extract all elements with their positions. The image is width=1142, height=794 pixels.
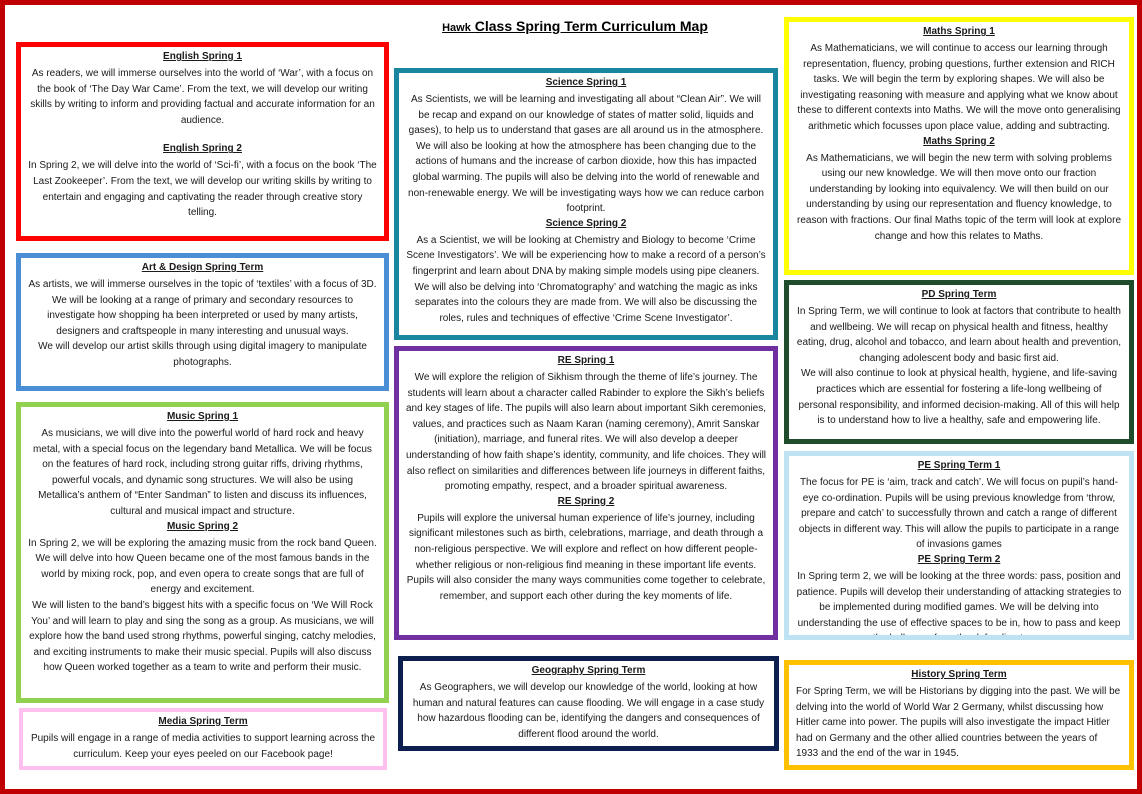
- pe-spring-2-text: In Spring term 2, we will be looking at the three words: pass, position and patience. Pupils will develop their understanding of attacking strategies to be implemented during modified games. We will be delving into understanding the use of effective spaces to be in, how to pass and keep the ball away from the defending team.: [796, 570, 1122, 640]
- media-box: [19, 708, 387, 770]
- music-spring-2-text-2: We will listen to the band’s biggest hits with a specific focus on ‘We Will Rock You’ and will learn to play and sing the song as a group. As musicians, we will explore how the band used strong rhythms, powerful singing, catchy melodies, and exciting instruments to make their music special. Pupils will also discuss how Queen worked together as a team to write and perform their music.: [29, 599, 376, 674]
- pe-spring-2-heading: PE Spring Term 2: [917, 553, 1001, 565]
- pe-spring-1-heading: PE Spring Term 1: [917, 460, 1001, 471]
- maths-box: [784, 17, 1134, 275]
- pd-text-2: We will also continue to look at physical health, hygiene, and life-saving practices which are essential for fostering a life-long wellbeing of personal responsibility, and informed decision-making. All of this will help is to understand how to live a healthy, safe and empowering life.: [798, 368, 1120, 427]
- media-heading: Media Spring Term: [158, 716, 248, 727]
- english-spring-1-text: As readers, we will immerse ourselves into the world of ‘War’, with a focus on the book of ‘The Day War Came’. From the text, we will develop our writing skills by writing to inform and providing factual and accurate information for an audience.: [30, 68, 375, 126]
- maths-spring-1-text: As Mathematicians, we will continue to access our learning through representation, fluency, probing questions, further extension and RICH tasks. We will begin the term by exploring shapes. We will also be investigating reasoning with measure and applying what we know about these to different contexts into Maths. We will the move onto generalising arithmetic which focusses upon place value, adding and subtracting.: [797, 43, 1121, 132]
- art-design-box: [16, 253, 389, 391]
- pd-box: [784, 280, 1134, 444]
- pd-heading: PD Spring Term: [921, 289, 997, 300]
- title-main: Class Spring Term Curriculum Map: [474, 18, 708, 34]
- science-spring-2-text: As a Scientist, we will be looking at Chemistry and Biology to become ‘Crime Scene Investigators’. We will be experiencing how to make a record of a person’s fingerprint and learn about DNA by making simple models using pipe cleaners. We will also be delving into ‘Chromatography’ and watching the magic as inks separates into the colours they are made from. We will also be discussing the roles, rules and techniques of effective ‘Crime Scene Investigator’.: [406, 234, 766, 324]
- art-design-text-1: As artists, we will immerse ourselves in the topic of ‘textiles’ with a focus of 3D. We will be looking at a range of primary and secondary resources to investigate how shopping ha been interpreted or used by many artists, designers and craftspeople in many interesting and unusual ways.: [28, 279, 377, 337]
- re-spring-2-text: Pupils will explore the universal human experience of life’s journey, including significant milestones such as birth, celebrations, marriage, and death through a non-religious perspective. We will explore and reflect on how different people-whether religious or non-religious find meaning in these important life events. Pupils will also consider the many ways communities come together to celebrate, remember, and support each other during the key moments of life.: [406, 512, 766, 602]
- english-spring-2-text: In Spring 2, we will delve into the world of ‘Sci-fi’, with a focus on the book ‘The Last Zookeeper’. From the text, we will develop our writing skills by writing to entertain and engaging and captivating the reader through creative story telling.: [28, 160, 377, 219]
- pd-text-1: In Spring Term, we will continue to look at factors that contribute to health and wellbeing. We will recap on physical health and fitness, healthy eating, drug, alcohol and tobacco, and learn about health and prevention, changing adolescent body and basic first aid.: [796, 306, 1122, 364]
- re-spring-1-text: We will explore the religion of Sikhism through the theme of life’s journey. The students will learn about a character called Rabinder to explore the Sikh’s beliefs and key stages of life. The pupils will also learn about important Sikh ceremonies, values, and practices such as Naam Karan (naming ceremony), Amrit Sanskar (initiation), marriage, and funeral rites. We will also develop a deeper understanding of how faith shape’s identity, community, and life choices. They will also reflect on similarities and differences between life journeys in different faiths, promoting empathy, respect, and a broader spiritual awareness.: [406, 372, 767, 493]
- music-box: [16, 402, 389, 703]
- re-spring-2-heading: RE Spring 2: [557, 495, 615, 507]
- science-spring-1-heading: Science Spring 1: [545, 77, 627, 88]
- music-spring-1-text: As musicians, we will dive into the powerful world of hard rock and heavy metal, with a special focus on the legendary band Metallica. We will be focus on the features of hard rock, including strong guitar riffs, driving rhythms, powerful vocals, and dynamic song structures. We will also be using Metallica’s anthem of “Enter Sandman” to listen and discuss its influences, cultural and musical impact and structure.: [33, 428, 372, 517]
- science-box: [394, 68, 778, 340]
- geography-heading: Geography Spring Term: [531, 665, 646, 676]
- pe-box: [784, 451, 1134, 640]
- page-title: [425, 18, 725, 34]
- history-text: For Spring Term, we will be Historians by digging into the past. We will be delving into the world of World War 2 Germany, whilst discussing how Hitler came into power. The pupils will also investigate the impact Hitler had on Germany and the other allied countries between the years of 1933 and the end of the war in 1945.: [796, 686, 1121, 760]
- re-box: [394, 346, 778, 640]
- english-box: [16, 42, 389, 241]
- maths-spring-1-heading: Maths Spring 1: [923, 26, 995, 37]
- music-spring-2-text-1: In Spring 2, we will be exploring the amazing music from the rock band Queen. We will delve into how Queen became one of the most famous bands in the world by mixing rock, pop, and even opera to create songs that are full of energy and excitement.: [28, 537, 377, 596]
- science-spring-1-text: As Scientists, we will be learning and investigating all about “Clean Air”. We will be recap and expand on our knowledge of states of matter solid, liquids and gases), to help us to understand that gases are all around us in the atmosphere. We will also be looking at how the atmosphere has been changing due to the actions of humans and the increase of carbon dioxide, how this has impacted global warming. The pupils will also be delving into the world of renewable and non-renewable energy. We will be investigating ways how we can reduce carbon footprint.: [408, 94, 764, 215]
- geography-box: [398, 656, 779, 751]
- science-spring-2-heading: Science Spring 2: [545, 217, 627, 229]
- history-box: [784, 660, 1134, 770]
- art-design-text-2: We will develop our artist skills through using digital imagery to manipulate photographs.: [38, 341, 367, 368]
- re-spring-1-heading: RE Spring 1: [557, 355, 615, 366]
- geography-text: As Geographers, we will develop our knowledge of the world, looking at how human and natural features can cause flooding. We will engage in a case study how hazardous flooding can be, identifying the dangers and consequences of different flood around the world.: [412, 682, 765, 740]
- music-spring-2-heading: Music Spring 2: [166, 520, 239, 532]
- music-spring-1-heading: Music Spring 1: [166, 411, 239, 422]
- pe-spring-1-text: The focus for PE is ‘aim, track and catch’. We will focus on pupil’s hand-eye co-ordination. Pupils will be using previous knowledge from ‘throw, prepare and catch’ to successfully thrown and catch a range of different objects in different way. This will allow the pupils to participate in a range of invasions games: [798, 477, 1120, 551]
- title-prefix: Hawk: [442, 22, 471, 34]
- english-spring-1-heading: English Spring 1: [163, 51, 242, 62]
- media-text: Pupils will engage in a range of media activities to support learning across the curriculum. Keep your eyes peeled on our Facebook page!: [30, 733, 376, 760]
- maths-spring-2-heading: Maths Spring 2: [923, 135, 995, 147]
- english-spring-2-heading: English Spring 2: [163, 143, 242, 155]
- art-design-heading: Art & Design Spring Term: [141, 262, 264, 273]
- maths-spring-2-text: As Mathematicians, we will begin the new term with solving problems using our new knowledge. We will then move onto our fraction understanding by looking into equivalency. We will then build on our understanding by using our representation and fluency knowledge, to reason with fractions. Our final Maths topic of the term will look at explore change and how this relates to Maths.: [796, 152, 1122, 242]
- history-heading: History Spring Term: [911, 669, 1007, 680]
